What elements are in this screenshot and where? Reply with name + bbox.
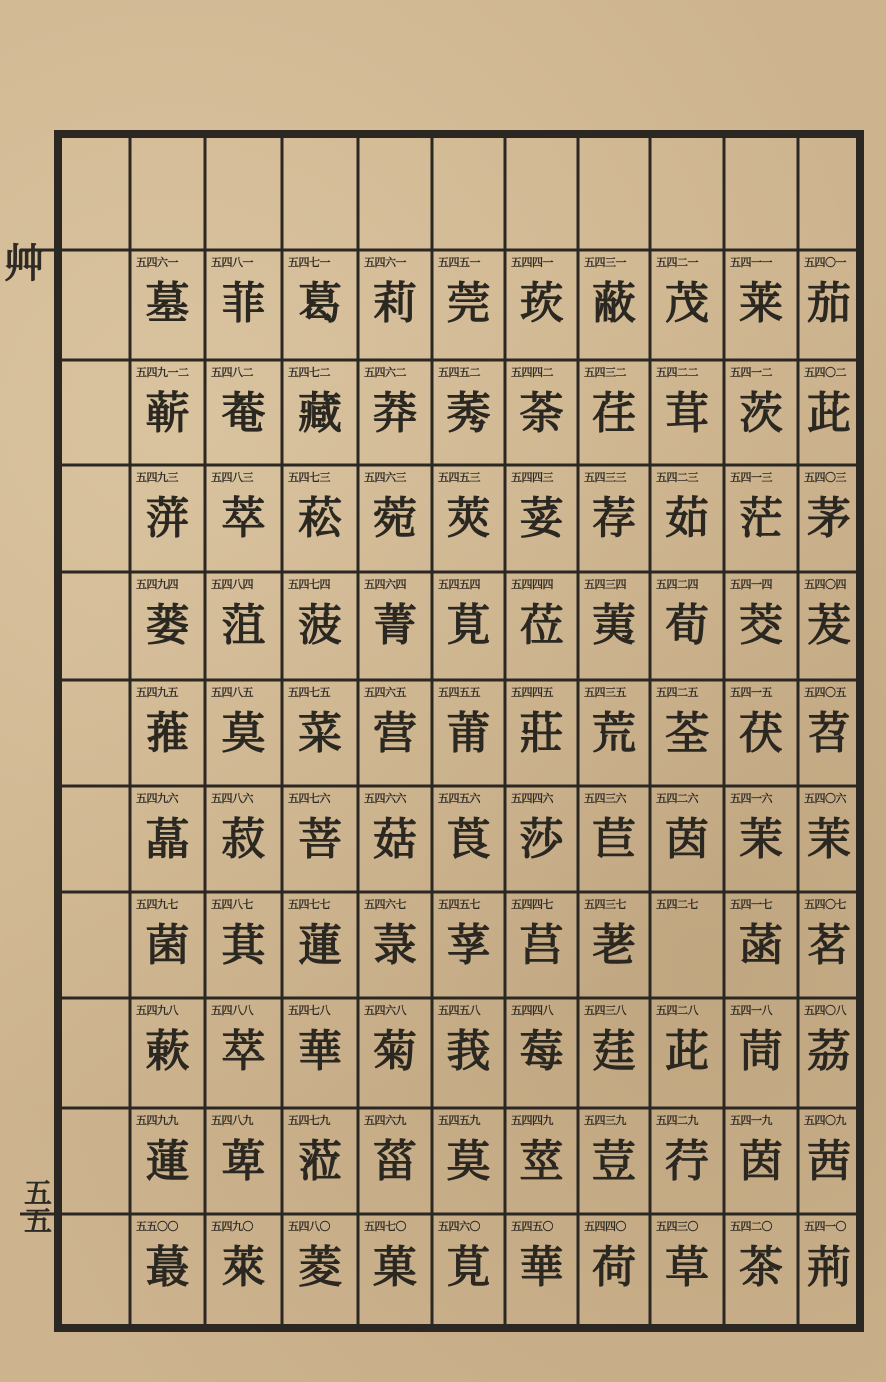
cell-character: 萊	[221, 1242, 266, 1293]
cell-character: 莞	[446, 278, 491, 329]
cell-character: 菑	[373, 1136, 417, 1187]
cell-code: 五四九〇	[211, 1220, 253, 1233]
cell-code: 五四七五	[288, 686, 330, 699]
cell-code: 五四〇四	[804, 578, 846, 591]
cell-character	[650, 924, 724, 994]
cell-code: 五四四九	[511, 1114, 553, 1127]
cell-character: 菱	[298, 1242, 342, 1293]
cell-code: 五四三四	[584, 578, 626, 591]
cell-character: 葛	[298, 278, 342, 329]
cell-character: 莫	[446, 1136, 491, 1187]
cell-code: 五四七八	[288, 1004, 330, 1017]
cell-character: 菠	[298, 600, 342, 651]
cell-code: 五四〇六	[804, 792, 846, 805]
cell-character: 菊	[373, 1026, 417, 1077]
cell-character: 菓	[373, 1242, 417, 1293]
cell-character: 蔌	[145, 1026, 190, 1077]
cell-character: 草	[665, 1242, 709, 1293]
cell-character: 荖	[592, 920, 636, 971]
cell-character: 莖	[519, 1136, 564, 1187]
cell-character: 茈	[807, 388, 851, 439]
cell-code: 五四〇二	[804, 366, 846, 379]
cell-character: 莩	[446, 920, 491, 971]
cell-character: 莨	[446, 814, 491, 865]
cell-code: 五四三九	[584, 1114, 626, 1127]
cell-character: 茵	[665, 814, 709, 865]
cell-character: 菩	[298, 814, 342, 865]
cell-code: 五四八七	[211, 898, 253, 911]
cell-character: 茘	[807, 1026, 851, 1077]
cell-code: 五四〇一	[804, 256, 846, 269]
cell-code: 五四五四	[438, 578, 480, 591]
cell-code: 五四四八	[511, 1004, 553, 1017]
cell-character: 荏	[592, 388, 636, 439]
cell-code: 五四八八	[211, 1004, 253, 1017]
cell-character: 菉	[373, 920, 417, 971]
cell-code: 五四六一	[364, 256, 406, 269]
cell-character: 莧	[446, 1242, 491, 1293]
cell-character: 萁	[221, 920, 266, 971]
cell-character: 菡	[739, 920, 783, 971]
cell-character: 荳	[592, 1136, 636, 1187]
cell-code: 五四七九	[288, 1114, 330, 1127]
page-number: 五五	[20, 1178, 53, 1234]
cell-code: 五四八九	[211, 1114, 253, 1127]
cell-code: 五四九六	[136, 792, 178, 805]
cell-code: 五四一九	[730, 1114, 772, 1127]
cell-code: 五四〇五	[804, 686, 846, 699]
cell-character: 莱	[739, 278, 783, 329]
cell-character: 墓	[145, 278, 190, 329]
cell-code: 五四六二	[364, 366, 406, 379]
cell-code: 五四六一	[136, 256, 178, 269]
cell-character: 荷	[592, 1242, 636, 1293]
cell-code: 五四九四	[136, 578, 178, 591]
cell-character: 苕	[807, 708, 851, 759]
cell-character: 莪	[446, 1026, 491, 1077]
cell-character: 蕲	[145, 388, 190, 439]
cell-character: 茵	[739, 1136, 783, 1187]
cell-code: 五四二二	[656, 366, 698, 379]
cell-code: 五四一一	[730, 256, 772, 269]
cell-code: 五四〇八	[804, 1004, 846, 1017]
cell-character: 菽	[221, 814, 266, 865]
cell-code: 五四八三	[211, 471, 253, 484]
cell-code: 五四四三	[511, 471, 553, 484]
cell-character: 蓮	[145, 1136, 190, 1187]
cell-character: 菹	[221, 600, 266, 651]
cell-character: 荑	[592, 600, 636, 651]
cell-code: 五四一六	[730, 792, 772, 805]
cell-code: 五四四一	[511, 256, 553, 269]
cell-character: 菴	[221, 388, 266, 439]
cell-character: 荼	[519, 388, 564, 439]
cell-character: 蕞	[145, 1242, 190, 1293]
cell-character: 茭	[739, 600, 783, 651]
cell-character: 茅	[807, 493, 851, 544]
cell-character: 華	[298, 1026, 342, 1077]
cell-character: 茹	[665, 493, 709, 544]
cell-code: 五四〇九	[804, 1114, 846, 1127]
cell-character: 藏	[298, 388, 342, 439]
cell-code: 五四四四	[511, 578, 553, 591]
cell-character: 茯	[739, 708, 783, 759]
cell-character: 茇	[807, 600, 851, 651]
cell-code: 五四五九	[438, 1114, 480, 1127]
cell-code: 五四二三	[656, 471, 698, 484]
cell-code: 五四八二	[211, 366, 253, 379]
cell-character: 茨	[739, 388, 783, 439]
cell-code: 五四九八	[136, 1004, 178, 1017]
cell-code: 五四六三	[364, 471, 406, 484]
cell-code: 五四一二	[730, 366, 772, 379]
cell-code: 五四四五	[511, 686, 553, 699]
cell-character: 茄	[807, 278, 851, 329]
cell-code: 五四八五	[211, 686, 253, 699]
cell-code: 五四九五	[136, 686, 178, 699]
cell-character: 蓱	[145, 493, 190, 544]
cell-code: 五四二五	[656, 686, 698, 699]
cell-character: 茂	[665, 278, 709, 329]
cell-character: 茶	[739, 1242, 783, 1293]
cell-character: 茸	[665, 388, 709, 439]
cell-character: 菜	[298, 708, 342, 759]
cell-code: 五四二七	[656, 898, 698, 911]
cell-code: 五四一四	[730, 578, 772, 591]
cell-code: 五四三八	[584, 1004, 626, 1017]
cell-character: 菌	[145, 920, 190, 971]
cell-code: 五四五三	[438, 471, 480, 484]
cell-character: 蔽	[592, 278, 636, 329]
cell-code: 五四六四	[364, 578, 406, 591]
cell-code: 五四五〇	[511, 1220, 553, 1233]
cell-character: 萃	[221, 493, 266, 544]
cell-character: 荽	[519, 493, 564, 544]
cell-code: 五四八〇	[288, 1220, 330, 1233]
cell-character: 蓷	[145, 708, 190, 759]
cell-character: 蒞	[298, 1136, 342, 1187]
cell-character: 荊	[807, 1242, 851, 1293]
cell-character: 萆	[221, 1136, 266, 1187]
cell-code: 五四七二	[288, 366, 330, 379]
cell-character: 茈	[665, 1026, 709, 1077]
cell-code: 五四九七	[136, 898, 178, 911]
cell-character: 营	[373, 708, 417, 759]
cell-code: 五四七三	[288, 471, 330, 484]
cell-code: 五四五五	[438, 686, 480, 699]
cell-code: 五四六六	[364, 792, 406, 805]
cell-code: 五四〇三	[804, 471, 846, 484]
cell-code: 五四七六	[288, 792, 330, 805]
cell-character: 莠	[446, 388, 491, 439]
cell-character: 莰	[519, 278, 564, 329]
cell-code: 五四二一	[656, 256, 698, 269]
cell-character: 莒	[519, 920, 564, 971]
cell-code: 五四〇七	[804, 898, 846, 911]
cell-code: 五四九三	[136, 471, 178, 484]
cell-character: 茗	[807, 920, 851, 971]
cell-code: 五四一七	[730, 898, 772, 911]
cell-code: 五四四二	[511, 366, 553, 379]
cell-code: 五四六九	[364, 1114, 406, 1127]
cell-code: 五四五一	[438, 256, 480, 269]
cell-code: 五四七四	[288, 578, 330, 591]
cell-character: 菲	[221, 278, 266, 329]
cell-character: 茫	[739, 493, 783, 544]
cell-code: 五四五二	[438, 366, 480, 379]
cell-code: 五四七〇	[364, 1220, 406, 1233]
cell-code: 五四五八	[438, 1004, 480, 1017]
cell-character: 茉	[739, 814, 783, 865]
cell-character: 荀	[665, 600, 709, 651]
cell-code: 五四六五	[364, 686, 406, 699]
cell-character: 荒	[592, 708, 636, 759]
cell-character: 莓	[519, 1026, 564, 1077]
cell-character: 菁	[373, 600, 417, 651]
cell-character: 蒌	[145, 600, 190, 651]
cell-character: 萃	[221, 1026, 266, 1077]
cell-character: 茼	[739, 1026, 783, 1077]
cell-code: 五四三六	[584, 792, 626, 805]
cell-code: 五四一〇	[804, 1220, 846, 1233]
cell-character: 蕌	[145, 814, 190, 865]
section-mark: 艸	[4, 240, 44, 287]
cell-character: 莽	[373, 388, 417, 439]
cell-character: 莎	[519, 814, 564, 865]
cell-character: 荐	[592, 493, 636, 544]
cell-character: 菘	[298, 493, 342, 544]
cell-character: 蓮	[298, 920, 342, 971]
cell-code: 五四六八	[364, 1004, 406, 1017]
cell-code: 五四二〇	[730, 1220, 772, 1233]
cell-character: 茉	[807, 814, 851, 865]
cell-character: 苣	[592, 814, 636, 865]
cell-code: 五四四六	[511, 792, 553, 805]
cell-code: 五四四〇	[584, 1220, 626, 1233]
cell-code: 五四三七	[584, 898, 626, 911]
cell-character: 莊	[519, 708, 564, 759]
cell-code: 五四三一	[584, 256, 626, 269]
cell-code: 五五〇〇	[136, 1220, 178, 1233]
cell-code: 五四三二	[584, 366, 626, 379]
cell-character: 莛	[592, 1026, 636, 1077]
cell-code: 五四三三	[584, 471, 626, 484]
cell-code: 五四五六	[438, 792, 480, 805]
cell-code: 五四八六	[211, 792, 253, 805]
cell-code: 五四七七	[288, 898, 330, 911]
cell-character: 菇	[373, 814, 417, 865]
cell-code: 五四二九	[656, 1114, 698, 1127]
cell-code: 五四五七	[438, 898, 480, 911]
cell-code: 五四六〇	[438, 1220, 480, 1233]
cell-code: 五四一八	[730, 1004, 772, 1017]
cell-character: 荇	[665, 1136, 709, 1187]
cell-character: 莧	[446, 600, 491, 651]
cell-code: 五四九一二	[136, 366, 189, 379]
cell-code: 五四八一	[211, 256, 253, 269]
cell-code: 五四三五	[584, 686, 626, 699]
cell-code: 五四七一	[288, 256, 330, 269]
cell-code: 五四八四	[211, 578, 253, 591]
cell-code: 五四一三	[730, 471, 772, 484]
cell-character: 莫	[221, 708, 266, 759]
cell-code: 五四二四	[656, 578, 698, 591]
cell-character: 荃	[665, 708, 709, 759]
cell-code: 五四一五	[730, 686, 772, 699]
cell-character: 莢	[446, 493, 491, 544]
cell-character: 茜	[807, 1136, 851, 1187]
cell-character: 莆	[446, 708, 491, 759]
cell-code: 五四二六	[656, 792, 698, 805]
cell-code: 五四六七	[364, 898, 406, 911]
cell-character: 華	[519, 1242, 564, 1293]
cell-character: 莅	[519, 600, 564, 651]
cell-code: 五四九九	[136, 1114, 178, 1127]
cell-code: 五四三〇	[656, 1220, 698, 1233]
cell-code: 五四四七	[511, 898, 553, 911]
cell-character: 菀	[373, 493, 417, 544]
cell-character: 莉	[373, 278, 417, 329]
cell-code: 五四二八	[656, 1004, 698, 1017]
